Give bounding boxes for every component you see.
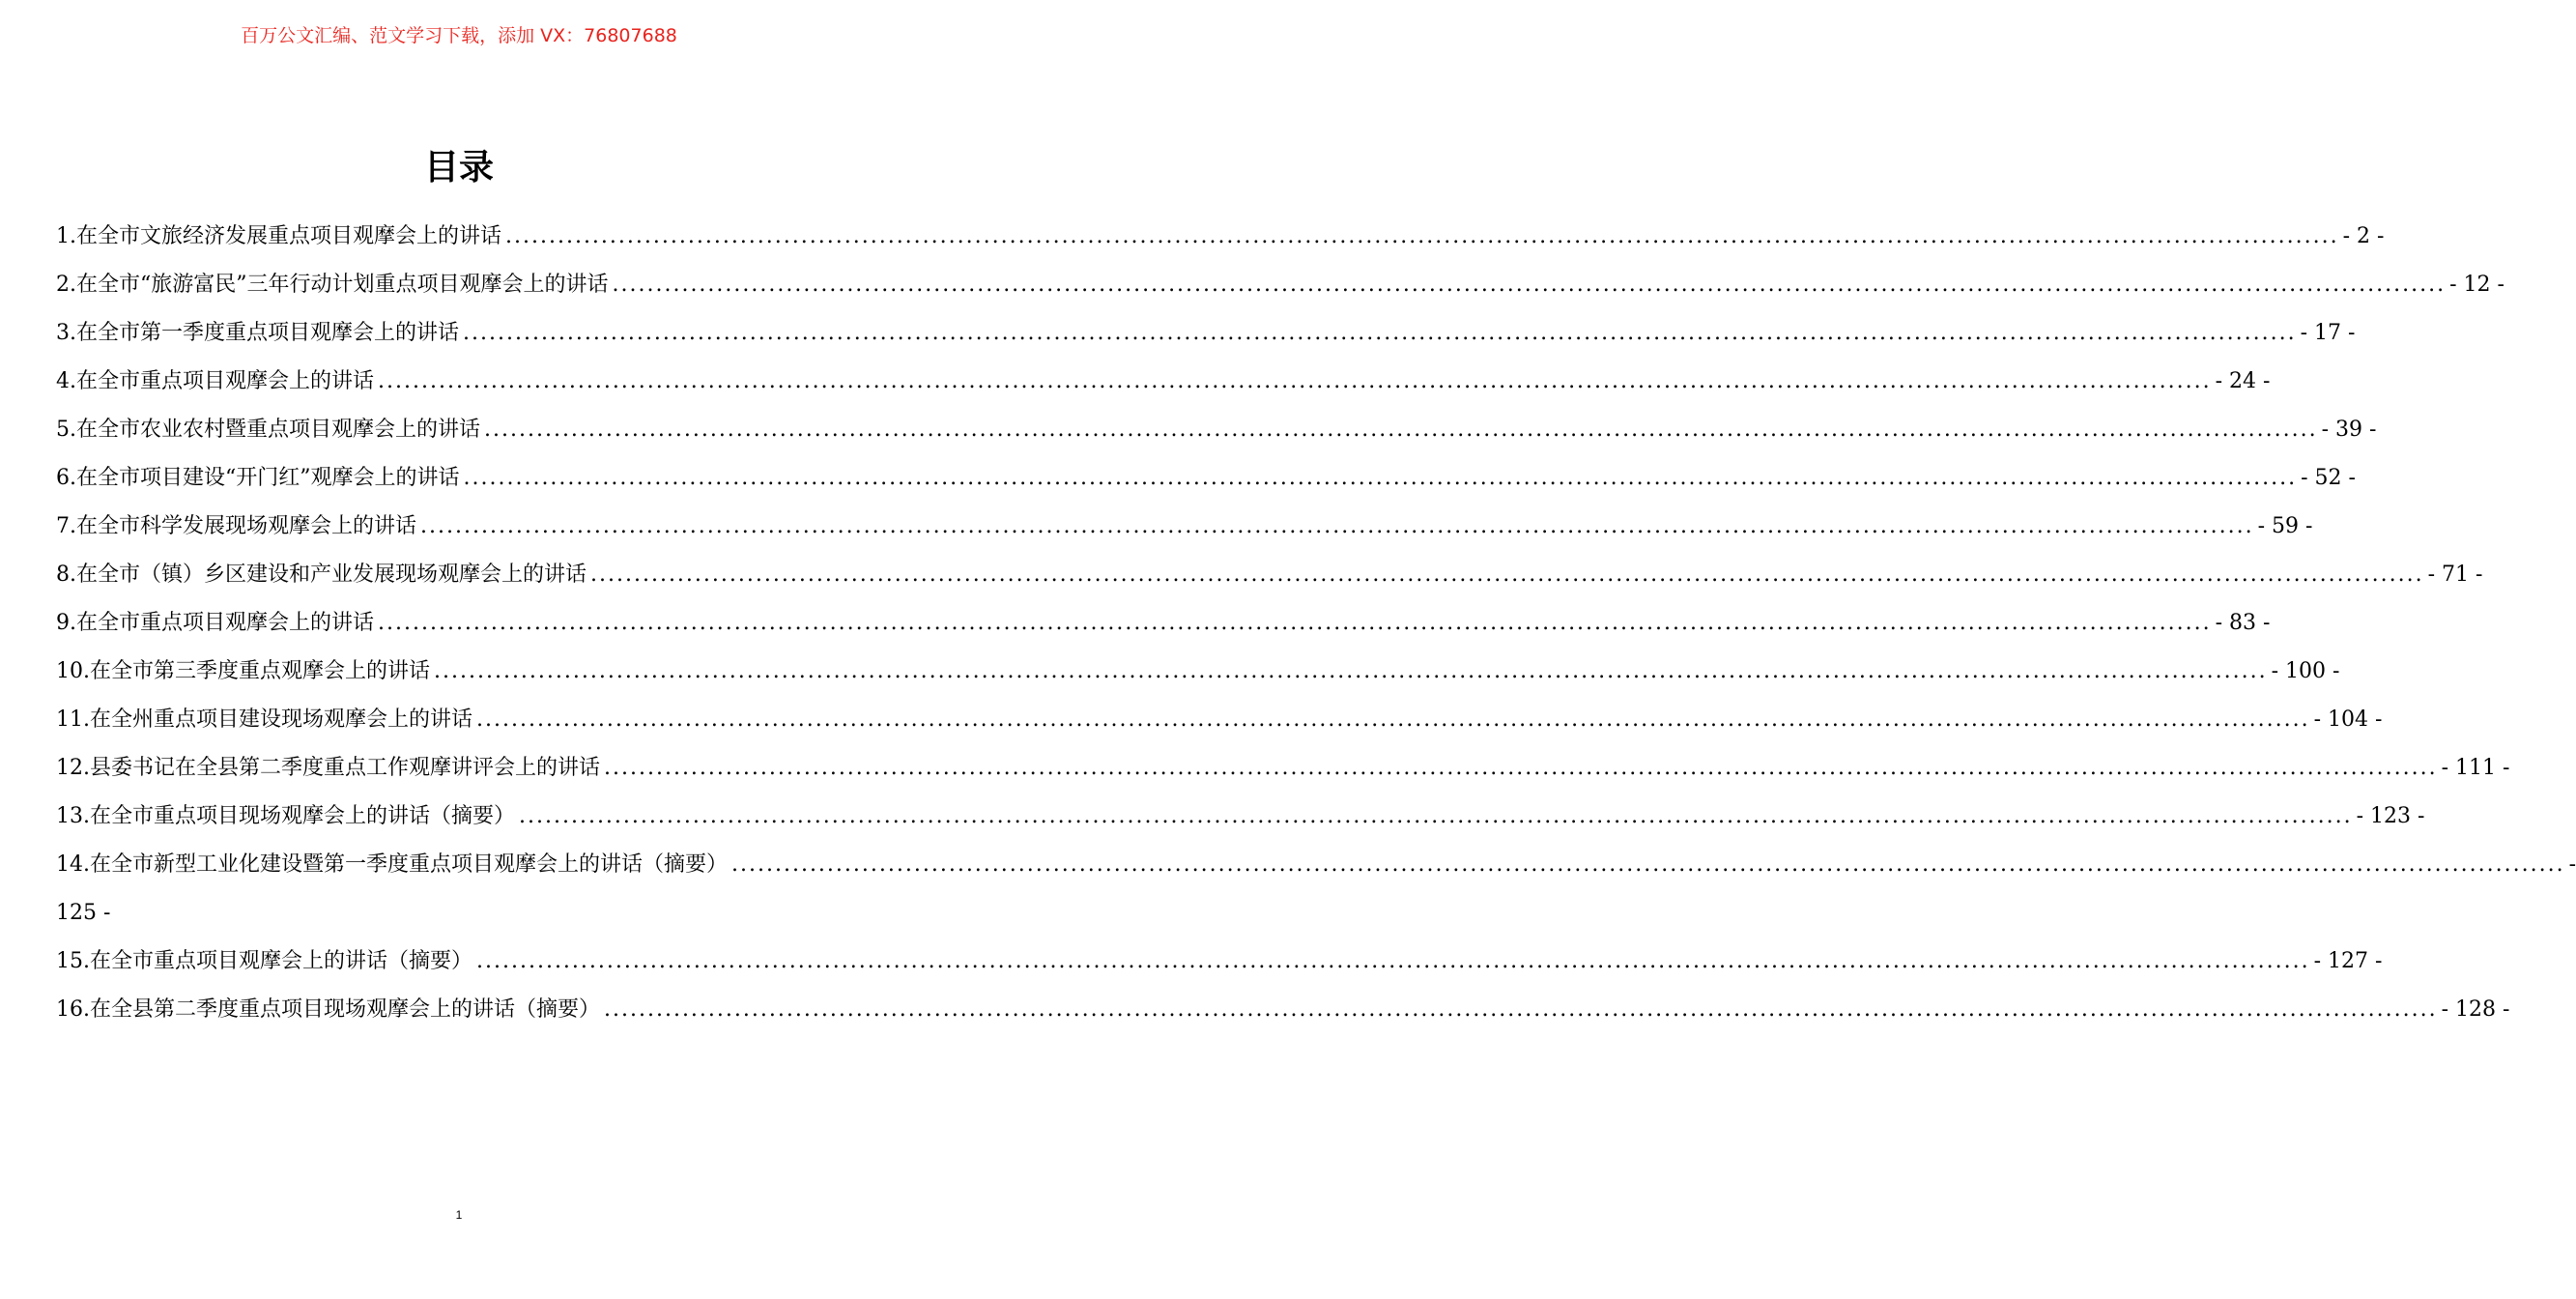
toc-leader-dots xyxy=(378,365,2212,398)
toc-entry[interactable] xyxy=(56,365,2271,414)
toc-leader-dots xyxy=(613,269,2447,302)
toc-entry-page: - 39 - xyxy=(2321,418,2377,442)
toc-leader-dots xyxy=(434,655,2268,688)
table-of-contents xyxy=(56,220,2576,1042)
toc-entry-title: 3.在全市第一季度重点项目观摩会上的讲话 xyxy=(56,321,459,345)
toc-entry-page: - 83 - xyxy=(2215,611,2271,635)
toc-leader-dots xyxy=(476,945,2310,978)
toc-leader-dots xyxy=(476,704,2310,736)
toc-entry-page: - 123 - xyxy=(2356,804,2425,828)
toc-entry[interactable] xyxy=(56,269,2504,317)
toc-leader-dots xyxy=(464,462,2298,495)
toc-entry-page: - 111 - xyxy=(2441,756,2510,780)
toc-entry-page: - 24 - xyxy=(2215,369,2271,393)
toc-entry-title: 6.在全市项目建设“开门红”观摩会上的讲话 xyxy=(56,466,460,490)
page-number: 1 xyxy=(455,1208,463,1222)
toc-entry[interactable] xyxy=(56,945,2383,994)
toc-entry-title: 14.在全市新型工业化建设暨第一季度重点项目观摩会上的讲话（摘要） xyxy=(56,852,728,877)
toc-entry[interactable] xyxy=(56,510,2313,559)
toc-entry-page: - 104 - xyxy=(2313,707,2383,732)
toc-entry-title: 16.在全县第二季度重点项目现场观摩会上的讲话（摘要） xyxy=(56,997,600,1022)
toc-entry-title: 1.在全市文旅经济发展重点项目观摩会上的讲话 xyxy=(56,224,501,248)
toc-leader-dots xyxy=(505,220,2339,253)
toc-entry-title: 5.在全市农业农村暨重点项目观摩会上的讲话 xyxy=(56,418,480,442)
toc-entry[interactable] xyxy=(56,607,2271,655)
toc-leader-dots xyxy=(519,800,2353,833)
toc-leader-dots xyxy=(420,510,2254,543)
toc-entry-page: - 17 - xyxy=(2300,321,2356,345)
toc-entry-title: 15.在全市重点项目观摩会上的讲话（摘要） xyxy=(56,949,472,973)
toc-entry-page-part1: - xyxy=(2568,852,2576,877)
toc-leader-dots xyxy=(590,559,2424,592)
toc-leader-dots xyxy=(604,994,2438,1026)
toc-entry-title: 11.在全州重点项目建设现场观摩会上的讲话 xyxy=(56,707,472,732)
toc-entry[interactable] xyxy=(56,317,2356,365)
toc-entry-title: 10.在全市第三季度重点观摩会上的讲话 xyxy=(56,659,430,683)
toc-leader-dots xyxy=(378,607,2212,640)
toc-entry-page: - 100 - xyxy=(2271,659,2340,683)
toc-entry[interactable] xyxy=(56,849,2576,945)
toc-entry-title: 12.县委书记在全县第二季度重点工作观摩讲评会上的讲话 xyxy=(56,756,600,780)
toc-entry-title: 8.在全市（镇）乡区建设和产业发展现场观摩会上的讲话 xyxy=(56,563,587,587)
toc-entry-page: - 71 - xyxy=(2427,563,2483,587)
watermark-header: 百万公文汇编、范文学习下载，添加 VX：76807688 xyxy=(241,25,677,46)
toc-entry-title: 13.在全市重点项目现场观摩会上的讲话（摘要） xyxy=(56,804,515,828)
toc-entry-title: 9.在全市重点项目观摩会上的讲话 xyxy=(56,611,374,635)
toc-entry[interactable] xyxy=(56,414,2377,462)
toc-leader-dots xyxy=(604,752,2438,785)
toc-entry-page: - 128 - xyxy=(2441,997,2510,1022)
toc-entry-title: 7.在全市科学发展现场观摩会上的讲话 xyxy=(56,514,416,538)
toc-entry[interactable] xyxy=(56,655,2340,704)
toc-entry-page: - 59 - xyxy=(2257,514,2313,538)
toc-entry-page-part2: 125 - xyxy=(56,901,111,925)
toc-entry-page: - 127 - xyxy=(2313,949,2383,973)
toc-entry[interactable] xyxy=(56,462,2356,510)
toc-leader-dots xyxy=(463,317,2297,350)
toc-leader-dots xyxy=(731,849,2565,881)
toc-entry-page: - 52 - xyxy=(2301,466,2356,490)
toc-entry[interactable] xyxy=(56,994,2510,1042)
toc-entry-page: - 2 - xyxy=(2342,224,2385,248)
toc-leader-dots xyxy=(484,414,2318,447)
toc-entry[interactable] xyxy=(56,559,2483,607)
toc-entry-page: - 12 - xyxy=(2449,273,2504,297)
toc-entry[interactable] xyxy=(56,220,2385,269)
toc-entry[interactable] xyxy=(56,800,2425,849)
toc-entry[interactable] xyxy=(56,704,2383,752)
page-title: 目录 xyxy=(423,148,494,188)
toc-entry-title: 2.在全市“旅游富民”三年行动计划重点项目观摩会上的讲话 xyxy=(56,273,609,297)
toc-entry[interactable] xyxy=(56,752,2510,800)
toc-entry-title: 4.在全市重点项目观摩会上的讲话 xyxy=(56,369,374,393)
